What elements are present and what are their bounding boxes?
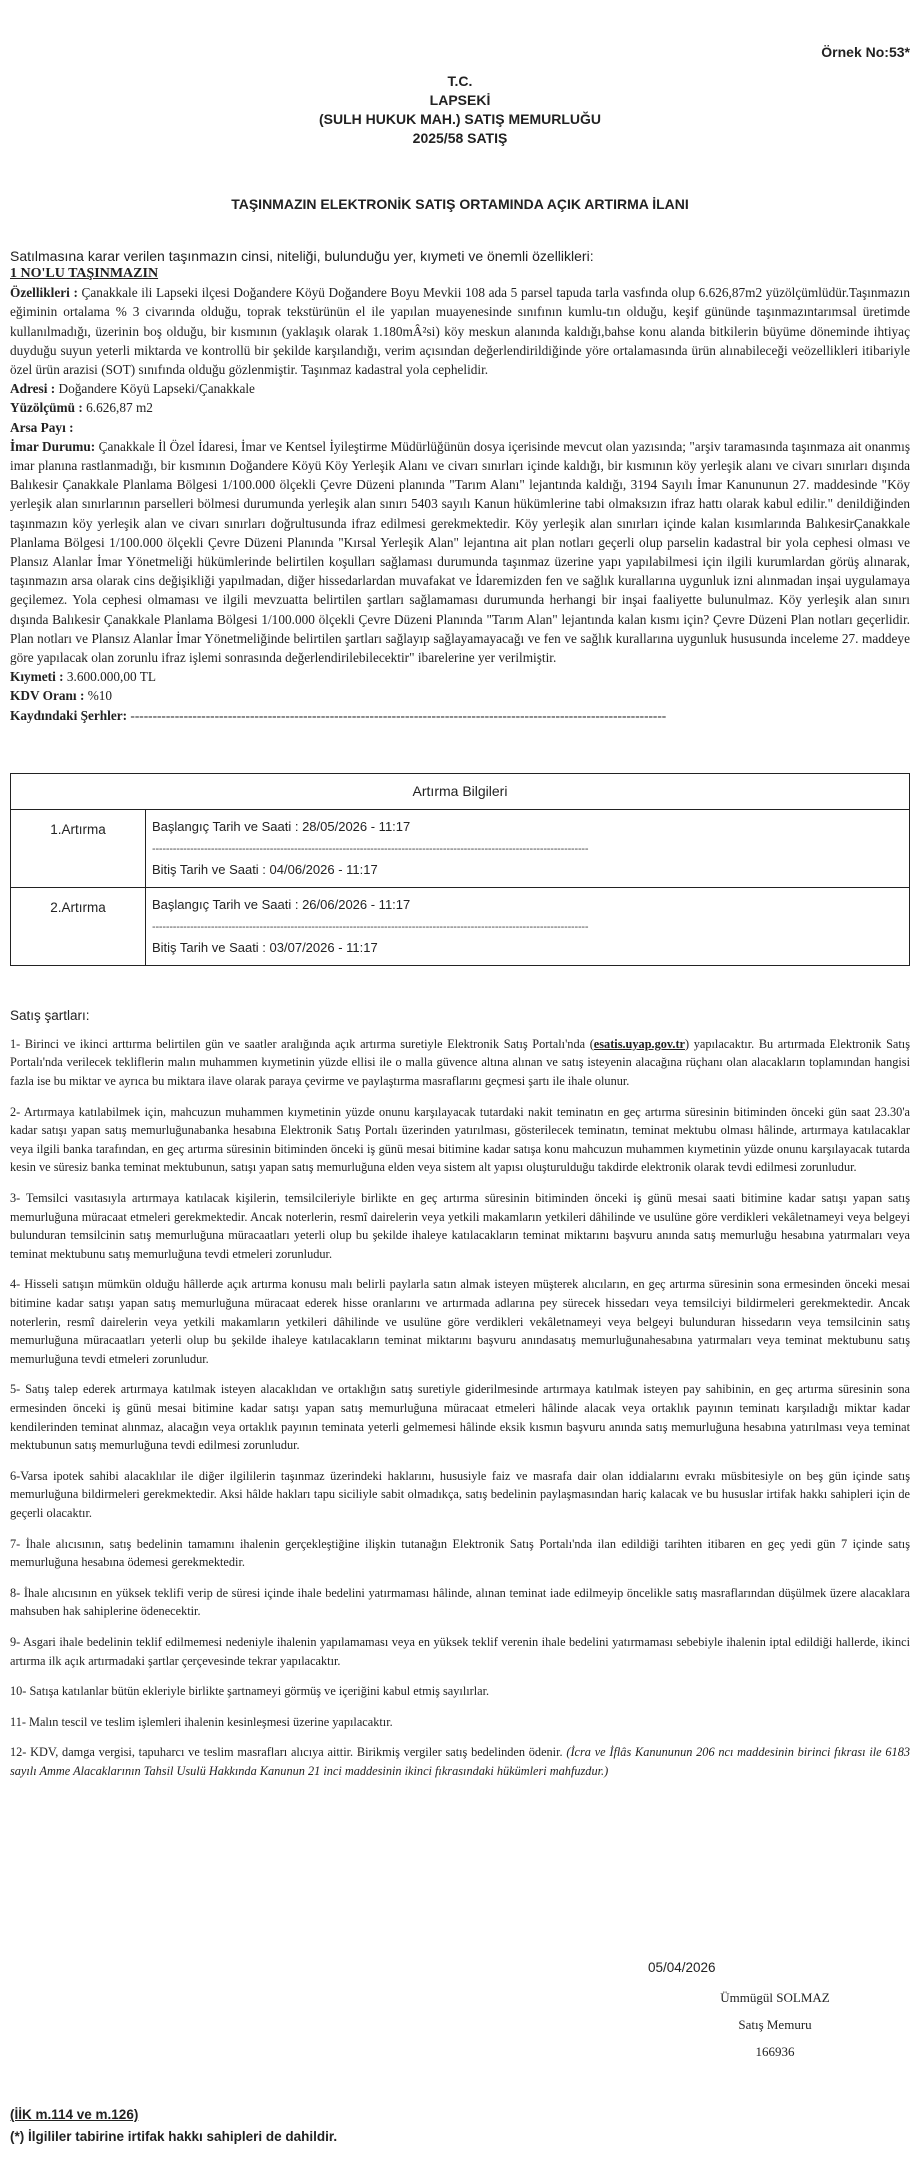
condition-1 xyxy=(10,1035,910,1091)
address-label: Adresi : xyxy=(10,381,56,397)
features-label: Özellikleri : xyxy=(10,285,78,301)
auction-info-title: Artırma Bilgileri xyxy=(11,773,910,809)
condition-2: 2- Artırmaya katılabilmek için, mahcuzun muhammen kıymetinin yüzde onunu karşılayacak tutardaki nakit teminatın en geç artırma süresinin bitiminden önceki gün saat 23.30'a kadar satışı yapan satış memurluğunabanka hesabına Elektronik Satış Portalı üzerinden yatırılması, gösterilecek teminatın, teminat mektubu olması hâlinde, artırmaya katılacaklar veya ilgili banka tarafından, en geç artırma süresinin bitiminden önceki iş günü mesai bitimine kadar satışa konu mahcuzun muhammen kıymetinin yüzde onunu karşılayacak tutarda kesin ve süresiz banka teminat mektubunun, satışı yapan satış memurluğuna elden veya sistem alt yapısı oluşturulduğu takdirde elektronik olarak tevdi edilmesi zorunludur. xyxy=(10,1104,910,1175)
esatis-portal-link[interactable]: esatis.uyap.gov.tr xyxy=(593,1036,686,1051)
auction-start-datetime: Başlangıç Tarih ve Saati : 28/05/2026 - 11:17 xyxy=(152,818,411,834)
condition-6: 6-Varsa ipotek sahibi alacaklılar ile diğer ilgililerin taşınmaz üzerindeki haklarını, hususiyle faiz ve masrafa dair olan iddialarını evrakı müsbitesiyle on beş gün içinde satış memurluğuna bildirmeleri gerekmektedir. Aksi hâlde hakları tapu siciliyle sabit olmadıkça, satış bedelinin paylaşmasından hariç kalacak ve bu hususlar irtifak hakkı sahipleri için de geçerli olacaktır. xyxy=(10,1468,910,1520)
property-details xyxy=(10,264,910,725)
annotations-text: ------------------------------------------------------------------------------------------------------------------------- xyxy=(127,707,667,723)
condition-1-text-b: ) yapılacaktır. Bu artırmada Elektronik Satış Portalı'nda verilecek tekliflerin malın muhammen kıymetinin yüzde ellisi ile o malla güvence altına alınan ve satış isteyenin alacağına rüçhanı olan alacakların toplamından hangisi fazla ise bu miktar ve ayrıca bu miktara ilave olarak paraya çevirme ve paylaştırma masraflarını geçmesi şartı ile ihale olunur. xyxy=(10,1036,911,1089)
header-line-office: (SULH HUKUK MAH.) SATIŞ MEMURLUĞU xyxy=(318,111,602,127)
auction-round-label: 1.Artırma xyxy=(11,809,146,887)
sample-number: Örnek No:53* xyxy=(821,44,910,60)
zoning-text: Çanakkale İl Özel İdaresi, İmar ve Kentsel İyileştirme Müdürlüğünün dosya içerisinde mevcut olan yazısında; "arşiv taramasında taşınmaza ait onanmış imar planına rastlanmadığı, bir kısmının Doğandere Köyü Köy Yerleşik Alanı ve civarı sınırları içinde kaldığı, bir kısmının köy yerleşik alanı ve civarı sınırları dışında Balıkesir Çanakkale Planlama Bölgesi 1/100.000 ölçekli Çevre Düzeni planında "Tarım Alanı" lejantında kaldığı, 3194 Sayılı İmar Kanununun 27. maddesinde "Köy yerleşik alan sınırlarının parselleri bölmesi durumunda yerleşik alan sınırı 5403 sayılı Kanun hükümlerine tabi olmaksızın ifraz hattı olarak kabul edilir." denildiğinden taşınmazın köy yerleşik alan ve civarı sınırları doğrultusunda ifraz edilmesi gerekmektedir. Köy yerleşik alan sınırları içinde kalan kısımlarında BalıkesirÇanakkale Planlama Bölgesi 1/100.000 ölçekli Çevre Düzeni Planında "Kırsal Yerleşik Alan" lejantına ait plan notları geçerli olup parselin kadastral bir yola cephesi olması ve Plansız Alanlar İmar Yönetmeliği hükümlerinde belirtilen koşulları sağlaması durumunda taşınmaz üzerine yapı yapılabilmesi için ilgili kurumlardan görüş alınarak, taşınmazın arsa olarak cins değişikliği yapılmadan, diğer hissedarlardan muvafakat ve İdaremizden fen ve sağlık kurallarına uygunluk izni alınmadan inşai uygulamaya geçilemez. Yola cephesi olmaması ve ilgili mevzuatta belirtilen şartları sağlamaması durumunda herhangi bir inşai faaliyette bulunulmaz. Köy yerleşik alan sınırı dışında Balıkesir Çanakkale Planlama Bölgesi 1/100.000 ölçekli Çevre Düzeni Planında "Tarım Alan" lejantında kalan kısmı için? Çevre Düzeni Plan notları geçerlidir. Plan notları ve Plansız Alanlar İmar Yönetmeliğinde belirtilen şartları sağlayıp sağlayamayacağı ve fen ve sağlık kurallarına uygunluk hususunda inceleme 27. maddeye göre yapılacak olan zorunlu ifraz işlemi sonrasında değerlendirilebilecektir" ibarelerine yer verilmiştir. xyxy=(10,438,910,666)
header-line-file-number: 2025/58 SATIŞ xyxy=(412,130,508,146)
footnote: (*) İlgililer tabirine irtifak hakkı sahipleri de dahildir. xyxy=(10,2129,338,2144)
auction-round-label: 2.Artırma xyxy=(11,887,146,965)
officer-name: Ümmügül SOLMAZ xyxy=(720,1990,830,2005)
table-row xyxy=(11,887,910,965)
area-text: 6.626,87 m2 xyxy=(82,400,153,416)
value-text: 3.600.000,00 TL xyxy=(63,669,157,685)
condition-8: 8- İhale alıcısının en yüksek teklifi verip de süresi içinde ihale bedelini yatırmaması hâlinde, alınan teminat iade edilmeyip öncelikle satış masraflarından düşülmek üzere alacaklara mahsuben hak sahiplerine ödenecektir. xyxy=(10,1585,910,1619)
property-address xyxy=(10,379,910,398)
property-vat xyxy=(10,686,910,705)
signature-date: 05/04/2026 xyxy=(648,1960,716,1975)
area-label: Yüzölçümü : xyxy=(10,400,83,416)
auction-start-datetime: Başlangıç Tarih ve Saati : 26/06/2026 - 11:17 xyxy=(152,896,411,912)
land-share-label: Arsa Payı : xyxy=(10,419,74,435)
features-text: Çanakkale ili Lapseki ilçesi Doğandere Köyü Doğandere Boyu Mevkii 108 ada 5 parsel tapuda tarla vasfında olup 6.626,87m2 yüzölçümlüdür.Taşınmazın eğiminin ortalama % 3 civarında olduğu, toprak tekstürünün el ile yapılan muayenesinde sınıfının kumlu-tın olduğu, keşif gününde taşınmazıntarımsal üretimde kullanılmadığı, üzerinin boş olduğu, bir kısmının (yaklaşık olarak 1.180mÂ²si) köy meskun alanında kaldığı,bahse konu alanda bitkilerin büyüme döneminde ihtiyaç duyduğu suyun yeterli miktarda ve kontrollü bir şekilde karşılandığı, verim açısından değerlendirildiğinde yöre ortalamasında ürün alınabileceği veözellikleri itibariyle özel ürün arazisi (SOT) sınıfında olduğu gözlenmiştir. Taşınmaz kadastral yola cephelidir. xyxy=(10,285,910,378)
officer-number: 166936 xyxy=(755,2044,795,2059)
signature-block xyxy=(690,1984,860,2065)
property-zoning xyxy=(10,437,910,667)
condition-12 xyxy=(10,1743,910,1780)
sale-conditions xyxy=(10,1035,910,1781)
property-land-share xyxy=(10,418,910,437)
officer-title: Satış Memuru xyxy=(738,2017,812,2032)
condition-1-text-a: 1- Birinci ve ikinci arttırma belirtilen gün ve saatler aralığında açık artırma suretiyle Elektronik Satış Portalı'nda ( xyxy=(10,1036,594,1051)
zoning-label: İmar Durumu: xyxy=(10,438,96,454)
vat-label: KDV Oranı : xyxy=(10,688,85,704)
address-text: Doğandere Köyü Lapseki/Çanakkale xyxy=(55,381,255,397)
footer-notes xyxy=(10,2104,337,2148)
property-value xyxy=(10,667,910,686)
property-heading: 1 NO'LU TAŞINMAZIN xyxy=(10,266,159,281)
intro-text: Satılmasına karar verilen taşınmazın cinsi, niteliği, bulunduğu yer, kıymeti ve önemli özellikleri: xyxy=(10,248,594,264)
header-line-tc: T.C. xyxy=(447,73,473,89)
vat-text: %10 xyxy=(84,688,113,704)
auction-round-dates xyxy=(146,809,910,887)
sale-conditions-title: Satış şartları: xyxy=(10,1007,90,1023)
header-line-district: LAPSEKİ xyxy=(429,92,491,108)
condition-12-legal-note: (İcra ve İflâs Kanununun 206 ncı maddesinin birinci fıkrası ile 6183 sayılı Amme Alacaklarının Tahsil Usulü Hakkında Kanunun 21 inci maddesinin ikinci fıkrasındaki hükümleri mahfuzdur.) xyxy=(10,1745,910,1778)
condition-10: 10- Satışa katılanlar bütün ekleriyle birlikte şartnameyi görmüş ve içeriğini kabul etmiş sayılırlar. xyxy=(10,1684,490,1699)
auction-end-datetime: Bitiş Tarih ve Saati : 04/06/2026 - 11:17 xyxy=(152,861,378,877)
property-area xyxy=(10,398,910,417)
table-row xyxy=(11,809,910,887)
property-features xyxy=(10,283,910,379)
law-reference: (İİK m.114 ve m.126) xyxy=(10,2107,139,2122)
dashed-divider: ------------------------------------------------------------------------------------------------------------------------------ xyxy=(152,920,589,933)
value-label: Kıymeti : xyxy=(10,669,64,685)
document-title: TAŞINMAZIN ELEKTRONİK SATIŞ ORTAMINDA AÇIK ARTIRMA İLANI xyxy=(231,196,689,212)
condition-5: 5- Satış talep ederek artırmaya katılmak isteyen alacaklıdan ve ortaklığın satış suretiyle giderilmesinde artırmaya katılmak isteyen pay sahibinin, en geç artırma süresinin sona ermesinden önceki iş günü mesai bitimine kadar satışı yapan satış memurluğuna müracaat etmeleri hâlinde alacak veya ortaklık payının teminatı karşıladığı miktar kadar kendilerinden teminat alınmaz, alacağın veya ortaklık payının teminata yeterli gelmemesi hâlinde eksik kısmın başvuru anında satış memurluğuna hesabına yatırılması veya teminat mektubunun satış memurluğuna tevdi edilmesi zorunludur. xyxy=(10,1382,910,1453)
annotations-label: Kaydındaki Şerhler: xyxy=(10,707,128,723)
condition-9: 9- Asgari ihale bedelinin teklif edilmemesi nedeniyle ihalenin yapılamaması veya en yüksek teklif verenin ihale bedelini yatırmaması sebebiyle ihalenin iptal edildiği hallerde, ikinci artırma ilk açık artırmadaki şartlar çerçevesinde tekrar yapılacaktır. xyxy=(10,1634,910,1668)
auction-info-table xyxy=(10,773,910,966)
property-annotations xyxy=(10,706,910,725)
condition-11: 11- Malın tescil ve teslim işlemleri ihalenin kesinleşmesi üzerine yapılacaktır. xyxy=(10,1714,393,1729)
condition-4: 4- Hisseli satışın mümkün olduğu hâllerde açık artırma konusu malı belirli paylarla satın almak isteyen müşterek alıcıların, en geç artırma süresinin sona ermesinden önceki mesai bitimine kadar satışı yapan satış memurluğuna müracaat ederek hisse oranlarını ve artırmada adlarına pey sürecek hissedarı veya temsilciyi bildirmeleri gerekmektedir. Ancak noterlerin, resmî dairelerin veya yetkili makamların yetkileri dâhilinde ve usulüne göre verdikleri vekâletnameyi veya belgeyi bulunduran hissedarın veya temsilcinin satış memurluğuna müracaatları yeterli olup bu şekilde ihaleye katılacakların teminat miktarını başvuru anındasatış memurluğunahesabına yatırmaları veya teminat mektubunu satış memurluğuna tevdi etmeleri zorunludur. xyxy=(10,1277,910,1366)
condition-3: 3- Temsilci vasıtasıyla artırmaya katılacak kişilerin, temsilcileriyle birlikte en geç artırma süresinin bitiminden önceki iş günü mesai saati bitimine kadar satışı yapan satış memurluğuna müracaat etmeleri gerekmektedir. Ancak noterlerin, resmî dairelerin veya yetkili makamların yetkileri dâhilinde ve usulüne göre verdikleri vekâletnameyi veya belgeyi bulunduran temsilcinin satış memurluğuna müracaatları yeterli olup bu şekilde ihaleye katılacakların teminat miktarını başvuru anında satış memurluğu hesabına yatırmaları veya teminat mektubunu satış memurluğuna tevdi etmeleri zorunludur. xyxy=(10,1191,910,1261)
auction-end-datetime: Bitiş Tarih ve Saati : 03/07/2026 - 11:17 xyxy=(152,939,378,955)
dashed-divider: ------------------------------------------------------------------------------------------------------------------------------ xyxy=(152,842,589,855)
condition-7: 7- İhale alıcısının, satış bedelinin tamamını ihalenin gerçekleştiğine ilişkin tutanağın Elektronik Satış Portalı'nda ilan edildiği tarihten itibaren en geç yedi gün 7 içinde satış memurluğuna hesabına ödemesi gerekmektedir. xyxy=(10,1536,910,1570)
auction-round-dates xyxy=(146,887,910,965)
issuer-header xyxy=(10,0,910,148)
condition-12-text: 12- KDV, damga vergisi, tapuharcı ve teslim masrafları alıcıya aittir. Birikmiş vergiler satış bedelinden ödenir. xyxy=(10,1745,567,1760)
